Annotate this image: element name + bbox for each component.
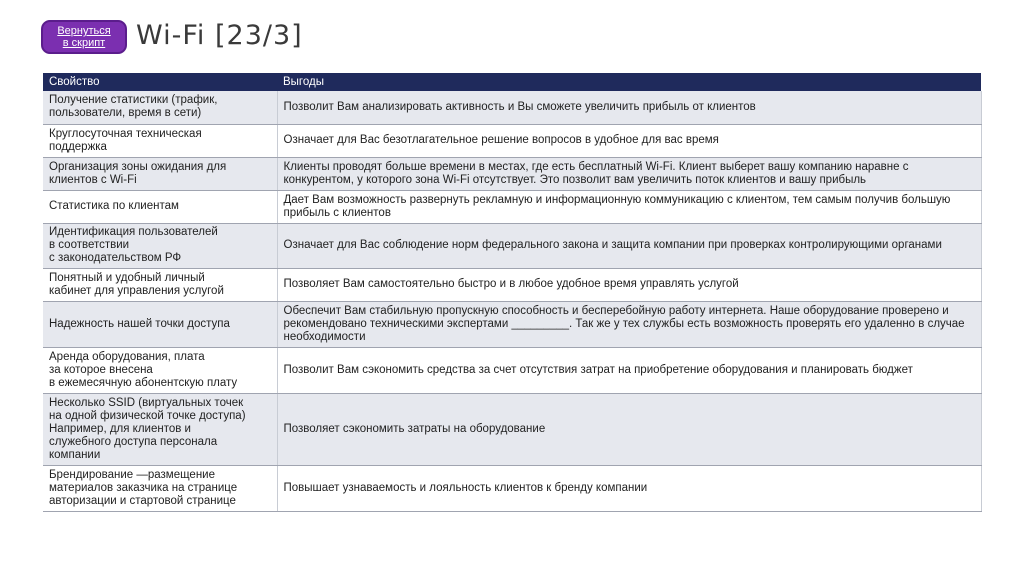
property-cell: Брендирование —размещение материалов заказчика на странице авторизации и стартовой странице [43,465,277,511]
back-to-script-button[interactable] [41,20,127,54]
back-button-line2: в скрипт [62,37,106,49]
benefit-cell: Позволяет сэкономить затраты на оборудование [277,393,981,465]
benefit-cell: Означает для Вас безотлагательное решение вопросов в удобное для вас время [277,124,981,157]
table-header-row [43,73,981,91]
property-cell: Аренда оборудования, плата за которое внесена в ежемесячную абонентскую плату [43,347,277,393]
header-property: Свойство [43,73,277,91]
table-row [43,268,981,301]
property-cell: Организация зоны ожидания для клиентов с Wi-Fi [43,157,277,190]
benefit-cell: Позволит Вам сэкономить средства за счет отсутствия затрат на приобретение оборудования и планировать бюджет [277,347,981,393]
benefit-cell: Дает Вам возможность развернуть рекламную и информационную коммуникацию с клиентом, тем самым получив большую прибыль с клиентов [277,190,981,223]
property-cell: Статистика по клиентам [43,190,277,223]
back-button-line1: Вернуться [57,25,111,37]
property-cell: Получение статистики (трафик, пользователи, время в сети) [43,91,277,124]
benefit-cell: Позволит Вам анализировать активность и Вы сможете увеличить прибыль от клиентов [277,91,981,124]
benefit-cell: Позволяет Вам самостоятельно быстро и в любое удобное время управлять услугой [277,268,981,301]
table-row [43,157,981,190]
table-row [43,91,981,124]
property-cell: Понятный и удобный личный кабинет для управления услугой [43,268,277,301]
benefit-cell: Обеспечит Вам стабильную пропускную способность и бесперебойную работу интернета. Наше оборудование проверено и рекомендовано техническими экспертами _________. Так же у тех службы есть возможность проверять его удаленно в случае необходимости [277,301,981,347]
table-row [43,190,981,223]
table-row [43,347,981,393]
property-cell: Несколько SSID (виртуальных точек на одной физической точке доступа) Например, для клиентов и служебного доступа персонала компании [43,393,277,465]
benefit-cell: Повышает узнаваемость и лояльность клиентов к бренду компании [277,465,981,511]
property-cell: Круглосуточная техническая поддержка [43,124,277,157]
property-cell: Надежность нашей точки доступа [43,301,277,347]
benefit-cell: Означает для Вас соблюдение норм федерального закона и защита компании при проверках контролирующими органами [277,223,981,268]
property-cell: Идентификация пользователей в соответствии с законодательством РФ [43,223,277,268]
table-row [43,301,981,347]
benefit-cell: Клиенты проводят больше времени в местах, где есть бесплатный Wi-Fi. Клиент выберет вашу компанию наравне с конкурентом, у которого зона Wi-Fi отсутствует. Это позволит вам увеличить поток клиентов и вашу прибыль [277,157,981,190]
page-title: Wi-Fi [23/3] [136,20,303,51]
header-benefit: Выгоды [277,73,981,91]
table-row [43,465,981,511]
table-row [43,124,981,157]
properties-table [43,73,982,512]
table-row [43,393,981,465]
table-row [43,223,981,268]
